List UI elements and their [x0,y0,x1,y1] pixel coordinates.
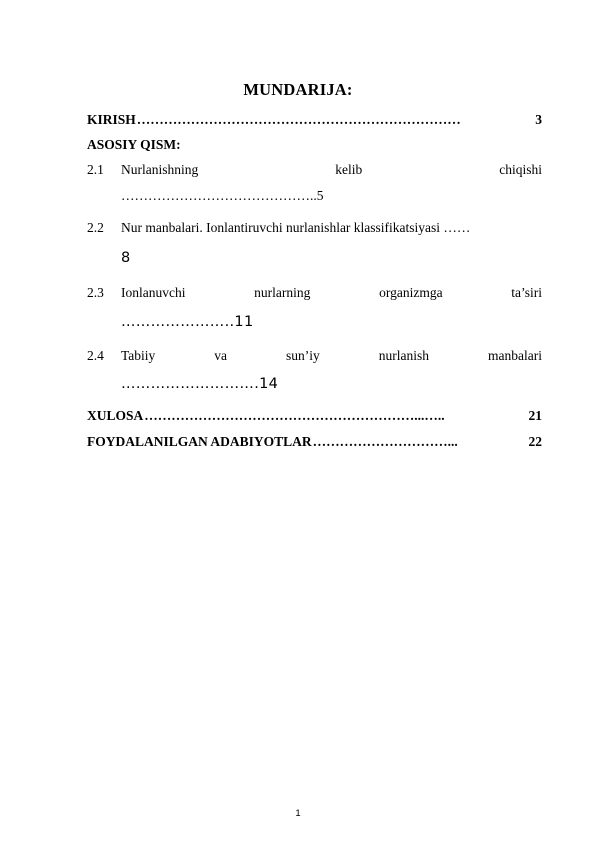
word: chiqishi [499,162,542,177]
toc-entry-foydalanilgan [87,434,542,450]
toc-item-2-1-page: ……………………………………..5 [121,188,324,203]
word: va [214,348,228,363]
word: sun’iy [286,348,320,363]
word: Nurlanishning [121,162,199,177]
toc-entry-xulosa [87,408,542,424]
word: Ionlanuvchi [121,285,186,300]
toc-item-number: 2.1 [87,162,104,177]
toc-item-2-2-title: Nur manbalari. Ionlantiruvchi nurlanishlar klassifikatsiyasi …… [121,220,471,235]
toc-leader: ……………………………………………………...….. [144,408,445,423]
word: Tabiiy [121,348,156,363]
toc-entry-kirish [87,112,542,128]
toc-leader: …………………………... [312,434,458,449]
toc-label: XULOSA [87,408,144,423]
toc-item-number: 2.2 [87,220,104,235]
word: ta’siri [511,285,542,300]
toc-item-number: 2.4 [87,348,104,363]
word: kelib [335,162,363,177]
toc-leader: ……………………………………………………………… [136,112,461,127]
toc-label: KIRISH [87,112,136,127]
word: nurlanish [378,348,430,363]
word: manbalari [488,348,542,363]
page-number: 1 [295,808,301,819]
toc-section-asosiy: ASOSIY QISM: [87,137,181,152]
toc-page: 22 [528,434,542,449]
word: nurlarning [254,285,311,300]
toc-item-2-3-title [121,285,542,301]
toc-item-number: 2.3 [87,285,104,300]
toc-page: 3 [535,112,542,127]
toc-item-2-4-page: ……………………….14 [121,376,279,392]
toc-item-2-3-page: …………………..11 [121,314,254,330]
toc-item-2-1-title [121,162,542,178]
toc-item-2-2-page: 8 [121,250,131,266]
toc-item-2-4-title [121,348,542,364]
word: organizmga [379,285,443,300]
toc-page: 21 [528,408,542,423]
page-title: MUNDARIJA: [243,80,353,99]
toc-label: FOYDALANILGAN ADABIYOTLAR [87,434,312,449]
